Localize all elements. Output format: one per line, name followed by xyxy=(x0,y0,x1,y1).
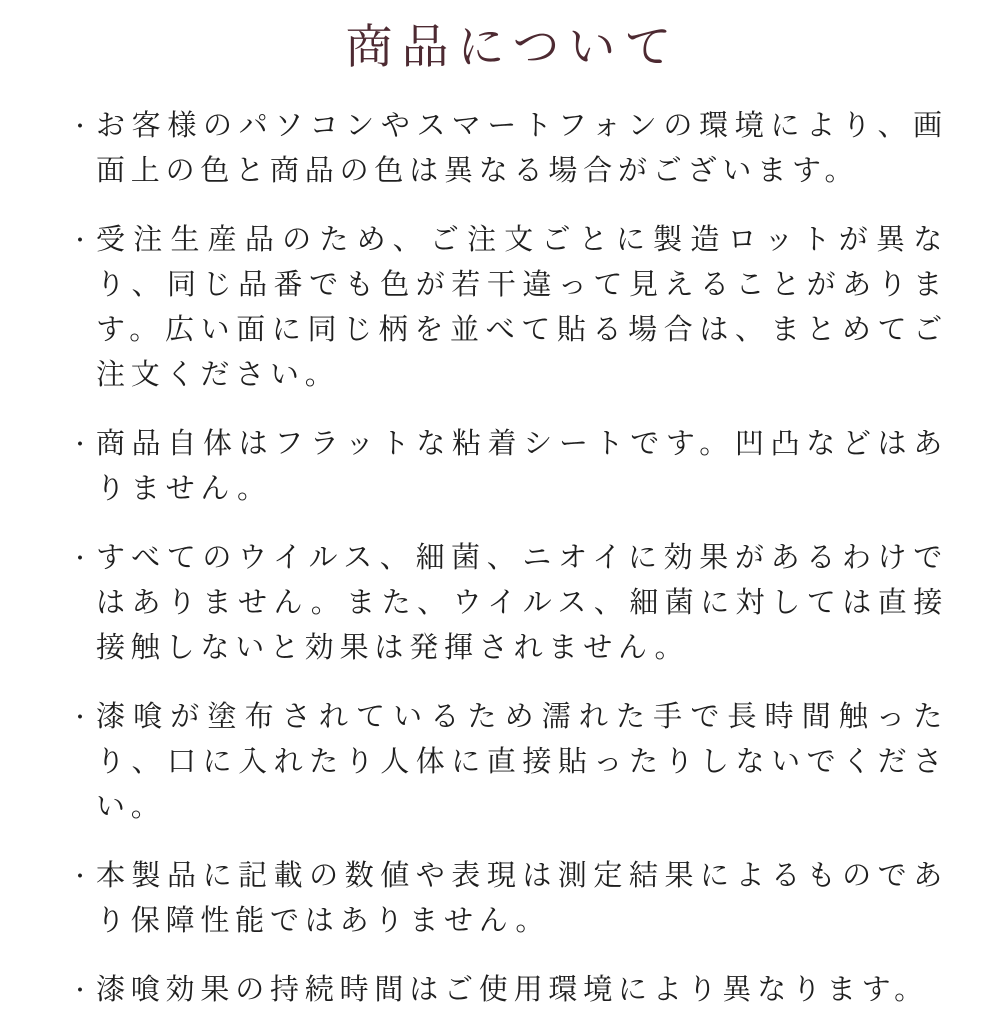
bullet-icon: ・ xyxy=(69,432,92,458)
note-text: お客様のパソコンやスマートフォンの環境により、画面上の色と商品の色は異なる場合がございます。 xyxy=(96,110,948,188)
bullet-icon: ・ xyxy=(69,114,92,140)
bullet-icon: ・ xyxy=(69,705,92,731)
note-text: 受注生産品のため、ご注文ごとに製造ロットが異なり、同じ品番でも色が若干違って見えることがあります。広い面に同じ柄を並べて貼る場合は、まとめてご注文ください。 xyxy=(96,224,948,392)
note-item xyxy=(69,695,948,830)
note-text: すべてのウイルス、細菌、ニオイに効果があるわけではありません。また、ウイルス、細菌に対しては直接接触しないと効果は発揮されません。 xyxy=(96,542,948,665)
note-item xyxy=(69,536,948,671)
note-text: 漆喰が塗布されているため濡れた手で長時間触ったり、口に入れたり人体に直接貼ったりしないでください。 xyxy=(96,701,948,824)
page-title: 商品について xyxy=(345,20,681,73)
bullet-icon: ・ xyxy=(69,978,92,1004)
bullet-icon: ・ xyxy=(69,546,92,572)
note-text: 本製品に記載の数値や表現は測定結果によるものであり保障性能ではありません。 xyxy=(96,860,948,938)
note-text: 商品自体はフラットな粘着シートです。凹凸などはありません。 xyxy=(96,428,948,506)
notes-list xyxy=(69,104,948,1013)
bullet-icon: ・ xyxy=(69,864,92,890)
note-text: 漆喰効果の持続時間はご使用環境により異なります。 xyxy=(96,974,929,1007)
note-item xyxy=(69,422,948,512)
note-item xyxy=(69,854,948,944)
note-item xyxy=(69,968,948,1013)
note-item xyxy=(69,104,948,194)
note-item xyxy=(69,218,948,398)
bullet-icon: ・ xyxy=(69,228,92,254)
